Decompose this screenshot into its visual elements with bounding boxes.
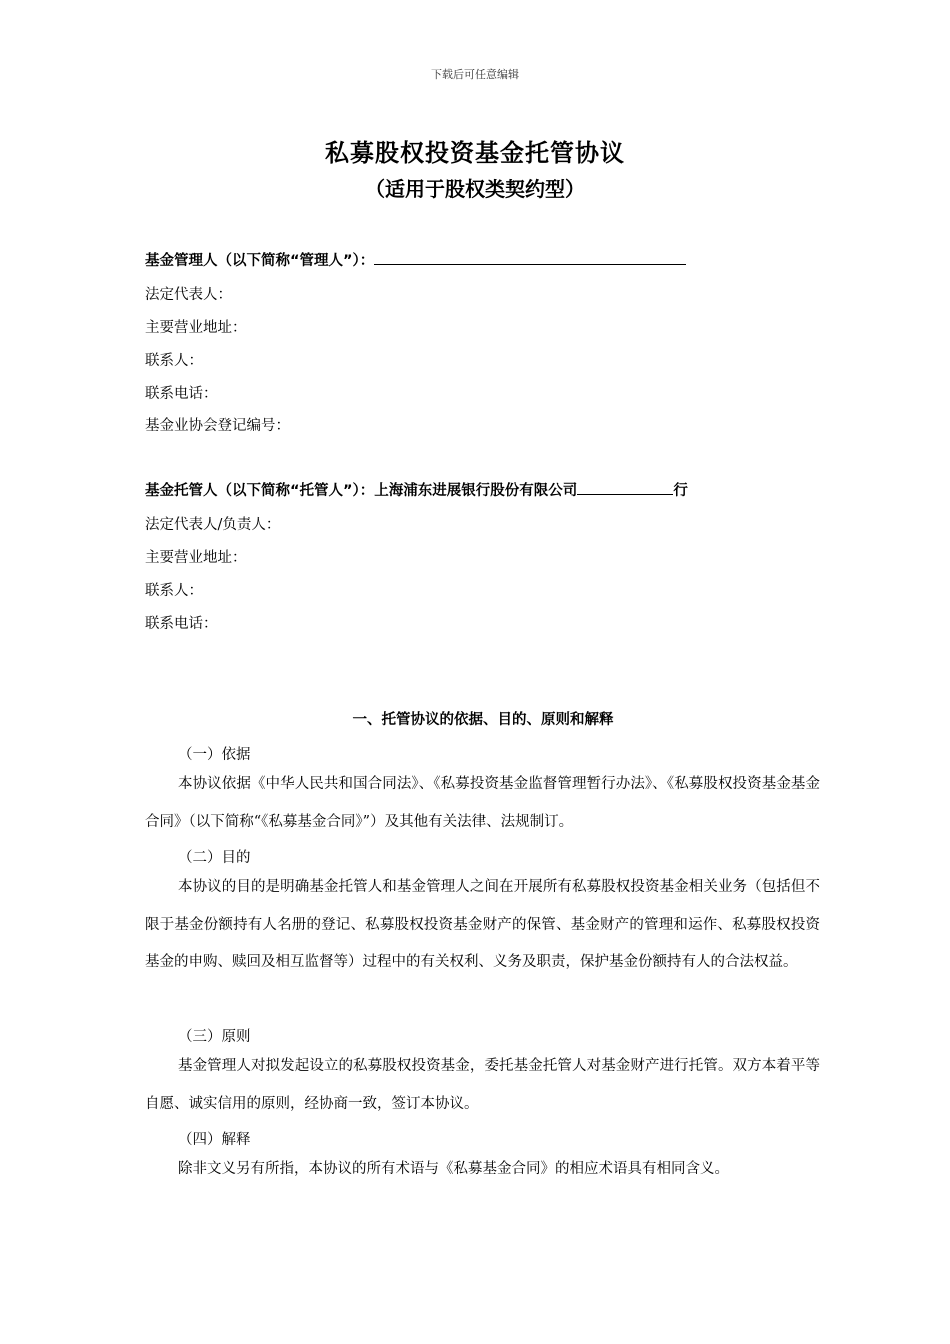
manager-heading	[145, 249, 686, 270]
manager-field-legal-rep: 法定代表人：	[145, 287, 232, 303]
page-header-note: 下载后可任意编辑	[431, 68, 519, 81]
section-1-purpose-label: （二）目的	[178, 850, 251, 866]
manager-field-address: 主要营业地址：	[145, 320, 247, 336]
custodian-heading	[145, 479, 688, 500]
manager-field-contact: 联系人：	[145, 353, 203, 369]
manager-heading-text: 基金管理人（以下简称“管理人”）：	[145, 253, 375, 269]
custodian-field-phone: 联系电话：	[145, 616, 218, 632]
section-1-principle-text: 基金管理人对拟发起设立的私募股权投资基金，委托基金托管人对基金财产进行托管。双方本着平等自愿、诚实信用的原则，经协商一致，签订本协议。	[145, 1058, 820, 1112]
manager-field-phone: 联系电话：	[145, 386, 218, 402]
section-1-purpose-text: 本协议的目的是明确基金托管人和基金管理人之间在开展所有私募股权投资基金相关业务（包括但不限于基金份额持有人名册的登记、私募股权投资基金财产的保管、基金财产的管理和运作、私募股权投资基金的申购、赎回及相互监督等）过程中的有关权利、义务及职责，保护基金份额持有人的合法权益。	[145, 879, 820, 970]
document-title: 私募股权投资基金托管协议	[325, 139, 625, 167]
section-1-principle-label: （三）原则	[178, 1029, 251, 1045]
section-1-title: 一、托管协议的依据、目的、原则和解释	[352, 712, 614, 728]
section-1-interpretation-text: 除非文义另有所指，本协议的所有术语与《私募基金合同》的相应术语具有相同含义。	[178, 1161, 729, 1177]
section-1-interpretation-label: （四）解释	[178, 1132, 251, 1148]
custodian-field-contact: 联系人：	[145, 583, 203, 599]
section-1-basis-label: （一）依据	[178, 747, 251, 763]
custodian-heading-text: 基金托管人（以下简称“托管人”）：上海浦东进展银行股份有限公司	[145, 483, 578, 499]
custodian-branch-blank	[577, 480, 673, 495]
document-subtitle: （适用于股权类契约型）	[365, 177, 585, 201]
custodian-field-legal-rep: 法定代表人/负责人：	[145, 517, 281, 533]
custodian-field-address: 主要营业地址：	[145, 550, 247, 566]
section-1-basis-text: 本协议依据《中华人民共和国合同法》、《私募投资基金监督管理暂行办法》、《私募股权投资基金基金合同》（以下简称“《私募基金合同》”）及其他有关法律、法规制订。	[145, 776, 820, 830]
manager-field-registration: 基金业协会登记编号：	[145, 418, 290, 434]
manager-name-blank	[374, 250, 686, 265]
custodian-heading-suffix: 行	[673, 483, 688, 499]
